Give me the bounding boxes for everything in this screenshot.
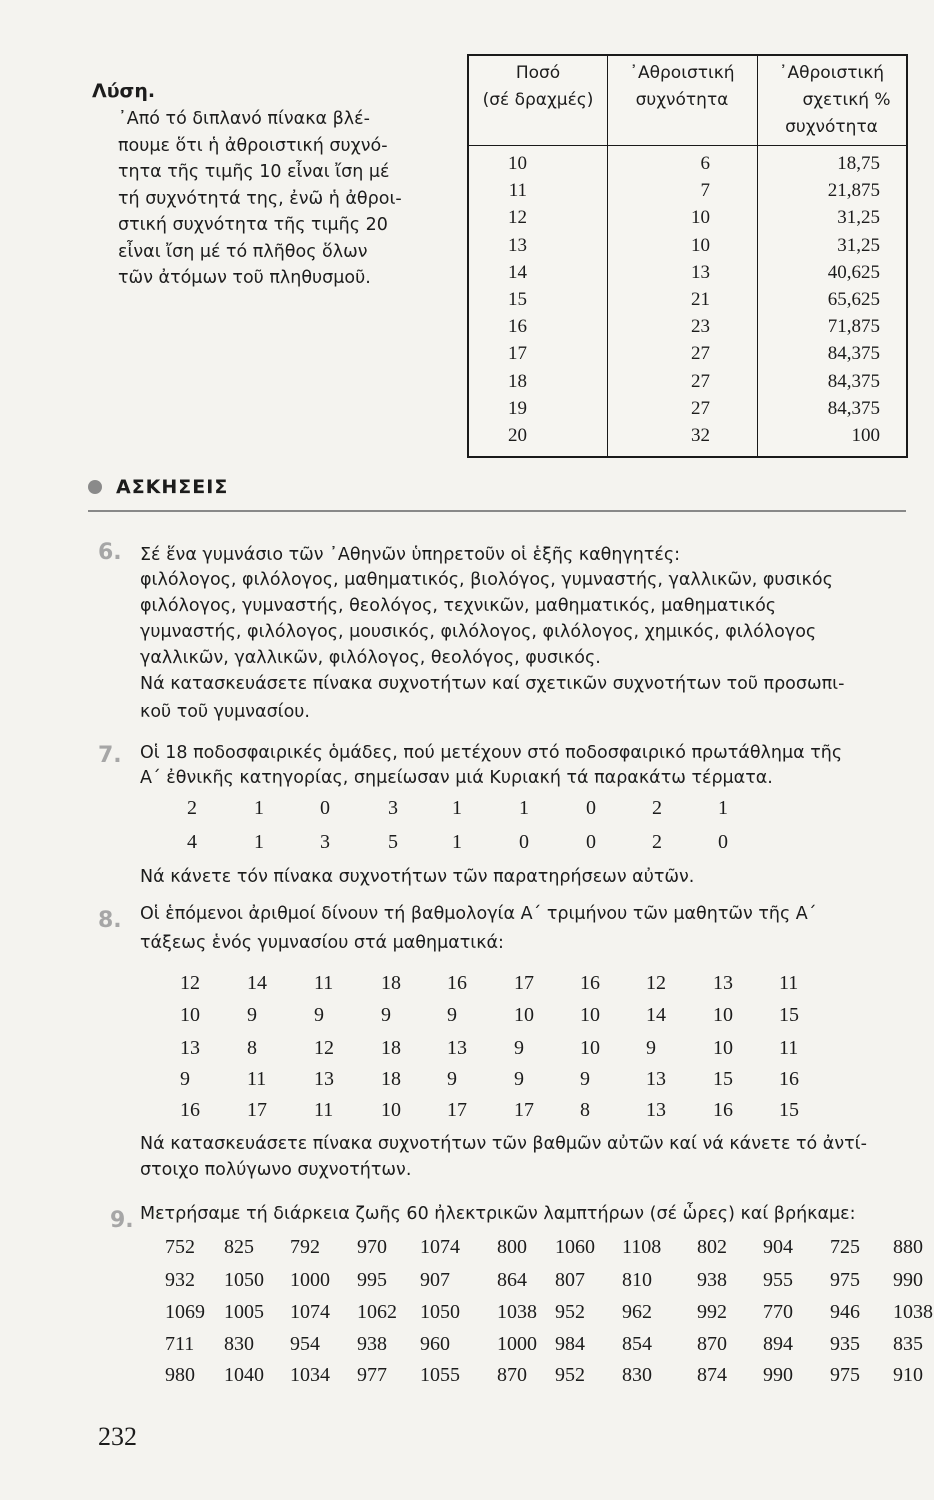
page-number: 232 bbox=[98, 1422, 137, 1451]
data-value: 16 bbox=[713, 1099, 733, 1121]
exercise-7-closing: Νά κάνετε τόν πίνακα συχνοτήτων τῶν παρατηρήσεων αὐτῶν. bbox=[140, 867, 695, 887]
data-value: 995 bbox=[357, 1269, 387, 1291]
table-cell: 27 bbox=[691, 370, 710, 392]
data-value: 980 bbox=[165, 1364, 195, 1386]
table-cell: 27 bbox=[691, 343, 710, 365]
solution-line: ᾿Από τό διπλανό πίνακα βλέ- bbox=[118, 109, 370, 129]
table-cell: 7 bbox=[700, 180, 710, 202]
data-value: 0 bbox=[718, 831, 728, 853]
table-cell: 21 bbox=[691, 288, 710, 310]
data-value: 14 bbox=[646, 1004, 666, 1026]
data-value: 1 bbox=[254, 831, 264, 853]
data-value: 8 bbox=[580, 1099, 590, 1121]
table-cell: 10 bbox=[508, 153, 527, 174]
table-cell: 10 bbox=[691, 207, 710, 229]
exercise-6-line: κοῦ τοῦ γυμνασίου. bbox=[140, 702, 310, 722]
data-value: 3 bbox=[388, 797, 398, 819]
data-value: 975 bbox=[830, 1269, 860, 1291]
data-value: 810 bbox=[622, 1269, 652, 1291]
data-value: 13 bbox=[646, 1068, 666, 1090]
data-value: 2 bbox=[187, 797, 197, 819]
column-header-amount: Ποσό (σέ δραχμές) bbox=[482, 63, 594, 110]
data-value: 0 bbox=[586, 797, 596, 819]
data-value: 970 bbox=[357, 1236, 387, 1258]
data-value: 935 bbox=[830, 1333, 860, 1355]
data-value: 938 bbox=[697, 1269, 727, 1291]
data-value: 825 bbox=[224, 1236, 254, 1258]
data-value: 17 bbox=[514, 972, 534, 994]
data-value: 960 bbox=[420, 1333, 450, 1355]
data-value: 1 bbox=[718, 797, 728, 819]
table-cell: 12 bbox=[508, 207, 527, 229]
data-value: 4 bbox=[187, 831, 197, 853]
table-row bbox=[469, 395, 906, 422]
exercise-6-line: γυμναστής, φιλόλογος, μουσικός, φιλόλογος, φιλόλογος, χημικός, φιλόλογος bbox=[140, 622, 817, 642]
table-cell: 84,375 bbox=[827, 370, 880, 392]
data-value: 15 bbox=[713, 1068, 733, 1090]
solution-heading: Λύση. bbox=[92, 80, 156, 102]
data-value: 13 bbox=[447, 1037, 467, 1059]
data-value: 864 bbox=[497, 1269, 527, 1291]
exercise-8-closing: στοιχο πολύγωνο συχνοτήτων. bbox=[140, 1160, 412, 1180]
data-value: 15 bbox=[779, 1004, 799, 1026]
data-value: 1 bbox=[519, 797, 529, 819]
data-value: 711 bbox=[165, 1333, 195, 1355]
data-value: 14 bbox=[247, 972, 267, 994]
exercise-8-closing: Νά κατασκευάσετε πίνακα συχνοτήτων τῶν βαθμῶν αὐτῶν καί νά κάνετε τό ἀντί- bbox=[140, 1134, 867, 1154]
exercise-6-line: Νά κατασκευάσετε πίνακα συχνοτήτων καί σχετικῶν συχνοτήτων τοῦ προσωπι- bbox=[140, 674, 845, 694]
cumulative-frequency-table bbox=[467, 54, 908, 458]
data-value: 992 bbox=[697, 1301, 727, 1323]
table-cell: 100 bbox=[851, 424, 880, 446]
exercise-7-line: Οἱ 18 ποδοσφαιρικές ὁμάδες, πού μετέχουν στό ποδοσφαιρικό πρωτάθλημα τῆς bbox=[140, 743, 843, 763]
table-cell: 20 bbox=[508, 424, 527, 446]
data-value: 12 bbox=[314, 1037, 334, 1059]
data-value: 962 bbox=[622, 1301, 652, 1323]
table-row bbox=[469, 150, 906, 177]
data-value: 1034 bbox=[290, 1364, 330, 1386]
data-value: 990 bbox=[763, 1364, 793, 1386]
table-row bbox=[469, 259, 906, 286]
table-cell: 21,875 bbox=[827, 180, 880, 202]
table-cell: 32 bbox=[691, 424, 710, 446]
data-value: 16 bbox=[447, 972, 467, 994]
data-value: 10 bbox=[713, 1037, 733, 1059]
bullet-icon bbox=[88, 480, 102, 494]
table-row bbox=[469, 286, 906, 313]
data-value: 984 bbox=[555, 1333, 585, 1355]
data-value: 1062 bbox=[357, 1301, 397, 1323]
exercise-9-line: Μετρήσαμε τή διάρκεια ζωῆς 60 ἠλεκτρικῶν λαμπτήρων (σέ ὧρες) καί βρήκαμε: bbox=[140, 1204, 856, 1224]
data-value: 17 bbox=[514, 1099, 534, 1121]
data-value: 954 bbox=[290, 1333, 320, 1355]
data-value: 1 bbox=[452, 831, 462, 853]
data-value: 9 bbox=[514, 1068, 524, 1090]
data-value: 0 bbox=[519, 831, 529, 853]
data-value: 800 bbox=[497, 1236, 527, 1258]
table-row bbox=[469, 232, 906, 259]
data-value: 990 bbox=[893, 1269, 923, 1291]
table-cell: 14 bbox=[508, 261, 527, 283]
data-value: 938 bbox=[357, 1333, 387, 1355]
data-value: 15 bbox=[779, 1099, 799, 1121]
section-rule bbox=[88, 510, 906, 512]
table-cell: 13 bbox=[508, 234, 527, 256]
solution-line: τητα τῆς τιμῆς 10 εἶναι ἴση μέ bbox=[118, 162, 390, 182]
table-cell: 27 bbox=[691, 397, 710, 419]
data-value: 0 bbox=[586, 831, 596, 853]
table-row bbox=[469, 313, 906, 340]
data-value: 9 bbox=[646, 1037, 656, 1059]
data-value: 17 bbox=[447, 1099, 467, 1121]
table-cell: 17 bbox=[508, 343, 527, 365]
table-header-divider bbox=[469, 145, 906, 146]
exercises-heading: ΑΣΚΗΣΕΙΣ bbox=[88, 476, 228, 498]
data-value: 11 bbox=[314, 972, 334, 994]
data-value: 9 bbox=[381, 1004, 391, 1026]
data-value: 11 bbox=[779, 1037, 799, 1059]
data-value: 16 bbox=[779, 1068, 799, 1090]
exercise-7-number: 7. bbox=[98, 743, 122, 768]
table-cell: 18,75 bbox=[837, 153, 880, 174]
table-cell: 19 bbox=[508, 397, 527, 419]
data-value: 977 bbox=[357, 1364, 387, 1386]
data-value: 11 bbox=[314, 1099, 334, 1121]
table-row bbox=[469, 422, 906, 449]
table-cell: 15 bbox=[508, 288, 527, 310]
table-cell: 31,25 bbox=[837, 234, 880, 256]
data-value: 1074 bbox=[290, 1301, 330, 1323]
data-value: 1050 bbox=[420, 1301, 460, 1323]
exercise-6-line: γαλλικῶν, γαλλικῶν, φιλόλογος, θεολόγος, φυσικός. bbox=[140, 648, 601, 668]
table-cell: 31,25 bbox=[837, 207, 880, 229]
data-value: 2 bbox=[652, 797, 662, 819]
exercise-9-number: 9. bbox=[110, 1208, 134, 1233]
data-value: 9 bbox=[514, 1037, 524, 1059]
exercise-8-number: 8. bbox=[98, 908, 122, 933]
exercise-6-line: Σέ ἕνα γυμνάσιο τῶν ᾿Αθηνῶν ὑπηρετοῦν οἱ ἑξῆς καθηγητές: bbox=[140, 545, 681, 565]
table-cell: 71,875 bbox=[827, 316, 880, 338]
data-value: 880 bbox=[893, 1236, 923, 1258]
table-cell: 11 bbox=[508, 180, 527, 202]
data-value: 1050 bbox=[224, 1269, 264, 1291]
data-value: 807 bbox=[555, 1269, 585, 1291]
data-value: 10 bbox=[713, 1004, 733, 1026]
data-value: 854 bbox=[622, 1333, 652, 1355]
data-value: 0 bbox=[320, 797, 330, 819]
data-value: 18 bbox=[381, 1037, 401, 1059]
data-value: 870 bbox=[697, 1333, 727, 1355]
data-value: 3 bbox=[320, 831, 330, 853]
data-value: 13 bbox=[713, 972, 733, 994]
data-value: 1038 bbox=[497, 1301, 537, 1323]
table-cell: 84,375 bbox=[827, 343, 880, 365]
exercise-6-number: 6. bbox=[98, 540, 122, 565]
data-value: 11 bbox=[247, 1068, 267, 1090]
data-value: 12 bbox=[646, 972, 666, 994]
table-row bbox=[469, 177, 906, 204]
table-cell: 16 bbox=[508, 316, 527, 338]
data-value: 1000 bbox=[290, 1269, 330, 1291]
data-value: 770 bbox=[763, 1301, 793, 1323]
solution-line: πουμε ὅτι ἡ ἀθροιστική συχνό- bbox=[118, 135, 388, 156]
table-cell: 65,625 bbox=[827, 288, 880, 310]
exercise-8-line: τάξεως ἑνός γυμνασίου στά μαθηματικά: bbox=[140, 933, 504, 953]
data-value: 725 bbox=[830, 1236, 860, 1258]
table-row bbox=[469, 368, 906, 395]
exercise-6-line: φιλόλογος, φιλόλογος, μαθηματικός, βιολόγος, γυμναστής, γαλλικῶν, φυσικός bbox=[140, 570, 833, 590]
data-value: 1 bbox=[452, 797, 462, 819]
data-value: 12 bbox=[180, 972, 200, 994]
solution-line: τῶν ἀτόμων τοῦ πληθυσμοῦ. bbox=[118, 268, 371, 288]
data-value: 870 bbox=[497, 1364, 527, 1386]
table-cell: 23 bbox=[691, 316, 710, 338]
data-value: 1005 bbox=[224, 1301, 264, 1323]
data-value: 10 bbox=[381, 1099, 401, 1121]
data-value: 10 bbox=[580, 1004, 600, 1026]
table-row bbox=[469, 204, 906, 231]
data-value: 946 bbox=[830, 1301, 860, 1323]
data-value: 910 bbox=[893, 1364, 923, 1386]
data-value: 9 bbox=[580, 1068, 590, 1090]
data-value: 10 bbox=[580, 1037, 600, 1059]
exercise-7-line: Α΄ ἐθνικῆς κατηγορίας, σημείωσαν μιά Κυριακή τά παρακάτω τέρματα. bbox=[140, 768, 773, 788]
data-value: 904 bbox=[763, 1236, 793, 1258]
solution-paragraph bbox=[118, 106, 450, 292]
table-cell: 40,625 bbox=[827, 261, 880, 283]
data-value: 10 bbox=[514, 1004, 534, 1026]
data-value: 18 bbox=[381, 1068, 401, 1090]
data-value: 1038 bbox=[893, 1301, 933, 1323]
data-value: 874 bbox=[697, 1364, 727, 1386]
solution-line: εἶναι ἴση μέ τό πλῆθος ὅλων bbox=[118, 241, 368, 262]
data-value: 16 bbox=[180, 1099, 200, 1121]
data-value: 1000 bbox=[497, 1333, 537, 1355]
table-cell: 10 bbox=[691, 234, 710, 256]
exercise-8-line: Οἱ ἑπόμενοι ἀριθμοί δίνουν τή βαθμολογία Α΄ τριμήνου τῶν μαθητῶν τῆς Α΄ bbox=[140, 904, 817, 924]
exercise-6-line: φιλόλογος, γυμναστής, θεολόγος, τεχνικῶν, μαθηματικός, μαθηματικός bbox=[140, 596, 777, 616]
data-value: 18 bbox=[381, 972, 401, 994]
data-value: 9 bbox=[447, 1004, 457, 1026]
data-value: 932 bbox=[165, 1269, 195, 1291]
table-body bbox=[469, 150, 906, 449]
table-row bbox=[469, 340, 906, 367]
data-value: 1060 bbox=[555, 1236, 595, 1258]
column-header-cumulative-relative-frequency: ᾿Αθροιστική σχετική % συχνότητα bbox=[778, 63, 891, 137]
table-cell: 18 bbox=[508, 370, 527, 392]
data-value: 830 bbox=[224, 1333, 254, 1355]
data-value: 10 bbox=[180, 1004, 200, 1026]
data-value: 16 bbox=[580, 972, 600, 994]
column-header-cumulative-frequency: ᾿Αθροιστική συχνότητα bbox=[629, 63, 735, 110]
data-value: 835 bbox=[893, 1333, 923, 1355]
data-value: 752 bbox=[165, 1236, 195, 1258]
data-value: 1 bbox=[254, 797, 264, 819]
data-value: 1108 bbox=[622, 1236, 662, 1258]
data-value: 8 bbox=[247, 1037, 257, 1059]
data-value: 802 bbox=[697, 1236, 727, 1258]
data-value: 2 bbox=[652, 831, 662, 853]
data-value: 17 bbox=[247, 1099, 267, 1121]
data-value: 9 bbox=[314, 1004, 324, 1026]
data-value: 952 bbox=[555, 1301, 585, 1323]
table-cell: 13 bbox=[691, 261, 710, 283]
data-value: 830 bbox=[622, 1364, 652, 1386]
solution-line: τή συχνότητά της, ἐνῶ ἡ ἀθροι- bbox=[118, 188, 402, 209]
data-value: 952 bbox=[555, 1364, 585, 1386]
data-value: 1069 bbox=[165, 1301, 205, 1323]
data-value: 9 bbox=[247, 1004, 257, 1026]
data-value: 792 bbox=[290, 1236, 320, 1258]
data-value: 975 bbox=[830, 1364, 860, 1386]
table-cell: 84,375 bbox=[827, 397, 880, 419]
data-value: 9 bbox=[447, 1068, 457, 1090]
data-value: 907 bbox=[420, 1269, 450, 1291]
data-value: 13 bbox=[180, 1037, 200, 1059]
data-value: 11 bbox=[779, 972, 799, 994]
data-value: 13 bbox=[314, 1068, 334, 1090]
data-value: 1074 bbox=[420, 1236, 460, 1258]
data-value: 1055 bbox=[420, 1364, 460, 1386]
data-value: 5 bbox=[388, 831, 398, 853]
data-value: 13 bbox=[646, 1099, 666, 1121]
data-value: 955 bbox=[763, 1269, 793, 1291]
data-value: 9 bbox=[180, 1068, 190, 1090]
table-cell: 6 bbox=[700, 153, 710, 174]
data-value: 894 bbox=[763, 1333, 793, 1355]
data-value: 1040 bbox=[224, 1364, 264, 1386]
solution-line: στική συχνότητα τῆς τιμῆς 20 bbox=[118, 215, 388, 235]
